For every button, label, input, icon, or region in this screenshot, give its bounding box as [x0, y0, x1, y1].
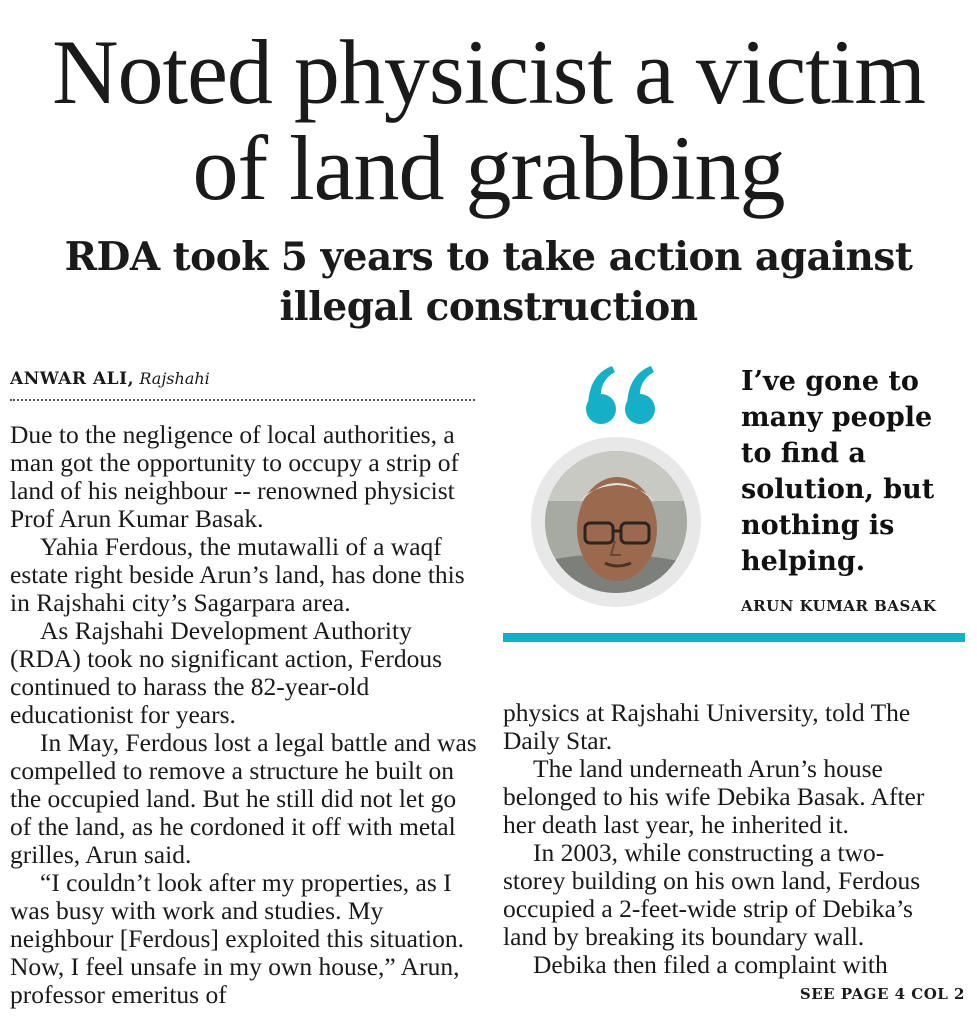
accent-rule	[503, 633, 965, 642]
pull-quote-attribution: ARUN KUMAR BASAK	[741, 597, 937, 615]
continued-jump-line: SEE PAGE 4 COL 2	[799, 985, 965, 1003]
paragraph: Yahia Ferdous, the mutawalli of a waqf estate right beside Arun’s land, has done this in Rajshahi city’s Sagarpara area.	[10, 532, 465, 617]
portrait-illustration	[545, 451, 687, 593]
byline	[10, 368, 210, 390]
portrait-photo	[545, 451, 687, 593]
paragraph: “I couldn’t look after my properties, as I was busy with work and studies. My neighbour [Ferdous] exploited this situation. Now, I feel unsafe in my own house,” Arun, professor emeritus of	[10, 868, 464, 1009]
article-column-2	[503, 699, 943, 979]
paragraph: The land underneath Arun’s house belonged to his wife Debika Basak. After her death last year, he inherited it.	[503, 754, 925, 839]
article-column-1	[10, 421, 480, 1009]
quotation-mark-icon	[582, 358, 662, 438]
subhead-line-1: RDA took 5 years to take action against	[64, 234, 913, 280]
byline-location: Rajshahi	[139, 369, 210, 388]
paragraph: Due to the negligence of local authorities, a man got the opportunity to occupy a strip of land of his neighbour -- renowned physicist Prof Arun Kumar Basak.	[10, 420, 460, 533]
subhead-line-2: illegal construction	[279, 284, 698, 330]
subheadline	[0, 232, 977, 332]
headline	[0, 21, 977, 219]
paragraph: In May, Ferdous lost a legal battle and was compelled to remove a structure he built on the occupied land. But he still did not let go of the land, as he cordoned it off with metal grilles, Arun said.	[10, 728, 477, 869]
paragraph: In 2003, while constructing a two-storey building on his own land, Ferdous occupied a 2-feet-wide strip of Debika’s land by breaking its boundary wall.	[503, 838, 921, 951]
headline-line-2: of land grabbing	[192, 117, 785, 219]
paragraph: physics at Rajshahi University, told The Daily Star.	[503, 698, 911, 755]
headline-line-1: Noted physicist a victim	[52, 21, 925, 123]
byline-divider	[10, 399, 475, 401]
paragraph: Debika then filed a complaint with	[533, 950, 888, 979]
pull-quote-text: I’ve gone to many people to find a solution, but nothing is helping.	[741, 366, 935, 577]
byline-author: ANWAR ALI,	[10, 369, 134, 389]
paragraph: As Rajshahi Development Authority (RDA) took no significant action, Ferdous continued to harass the 82-year-old educationist for years.	[10, 616, 443, 729]
portrait-frame	[531, 437, 701, 607]
